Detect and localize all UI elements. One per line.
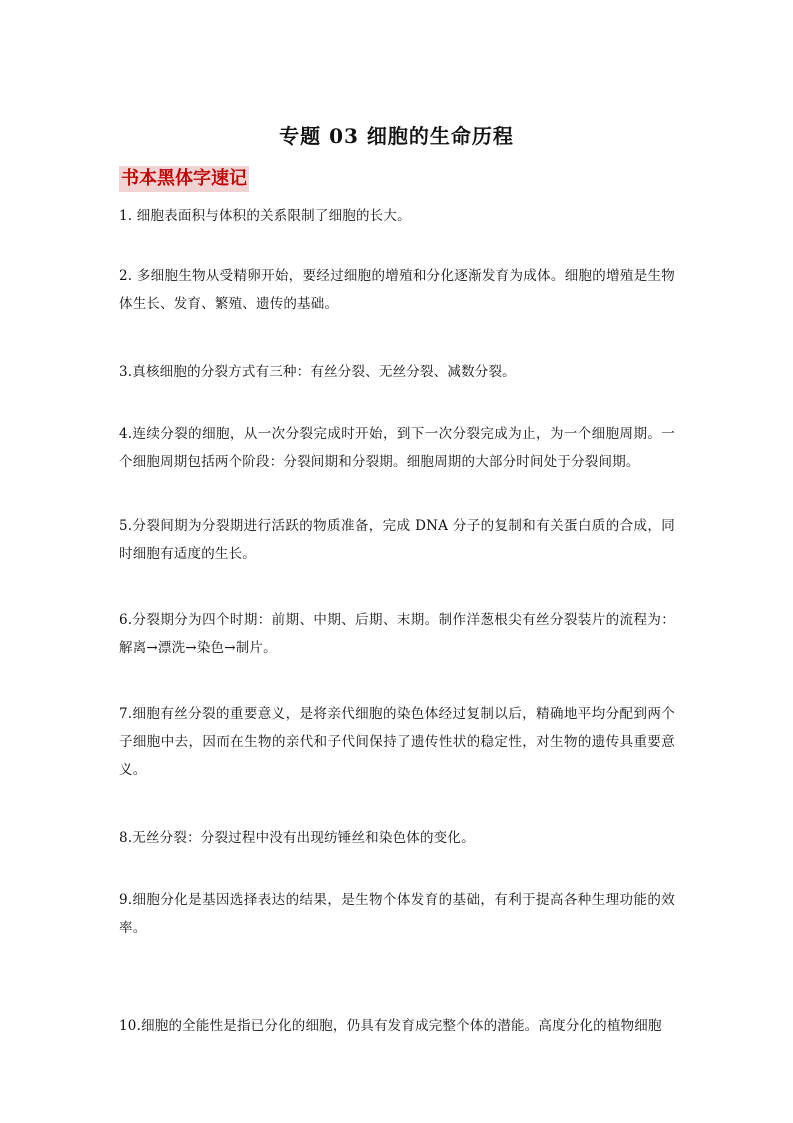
paragraph-4: 4.连续分裂的细胞，从一次分裂完成时开始，到下一次分裂完成为止，为一个细胞周期。一个细胞周期包括两个阶段：分裂间期和分裂期。细胞周期的大部分时间处于分裂间期。	[119, 426, 675, 470]
paragraph-10: 10.细胞的全能性是指已分化的细胞，仍具有发育成完整个体的潜能。高度分化的植物细胞	[119, 1018, 662, 1034]
paragraph-6: 6.分裂期分为四个时期：前期、中期、后期、末期。制作洋葱根尖有丝分裂装片的流程为：解离→漂洗→染色→制片。	[119, 612, 675, 656]
section-label: 书本黑体字速记	[119, 166, 249, 192]
paragraph-2: 2. 多细胞生物从受精卵开始，要经过细胞的增殖和分化逐渐发育为成体。细胞的增殖是生物体生长、发育、繁殖、遗传的基础。	[119, 268, 675, 312]
paragraph-3: 3.真核细胞的分裂方式有三种：有丝分裂、无丝分裂、减数分裂。	[119, 364, 516, 380]
paragraph-8: 8.无丝分裂：分裂过程中没有出现纺锤丝和染色体的变化。	[119, 830, 475, 846]
paragraph-9: 9.细胞分化是基因选择表达的结果，是生物个体发育的基础，有利于提高各种生理功能的效率。	[119, 892, 675, 936]
paragraph-1: 1. 细胞表面积与体积的关系限制了细胞的长大。	[119, 208, 411, 224]
page-title: 专题 03 细胞的生命历程	[279, 124, 514, 148]
paragraph-5: 5.分裂间期为分裂期进行活跃的物质准备，完成 DNA 分子的复制和有关蛋白质的合成，同时细胞有适度的生长。	[119, 518, 675, 562]
paragraph-7: 7.细胞有丝分裂的重要意义，是将亲代细胞的染色体经过复制以后，精确地平均分配到两个子细胞中去，因而在生物的亲代和子代间保持了遗传性状的稳定性，对生物的遗传具重要意义。	[119, 706, 675, 778]
